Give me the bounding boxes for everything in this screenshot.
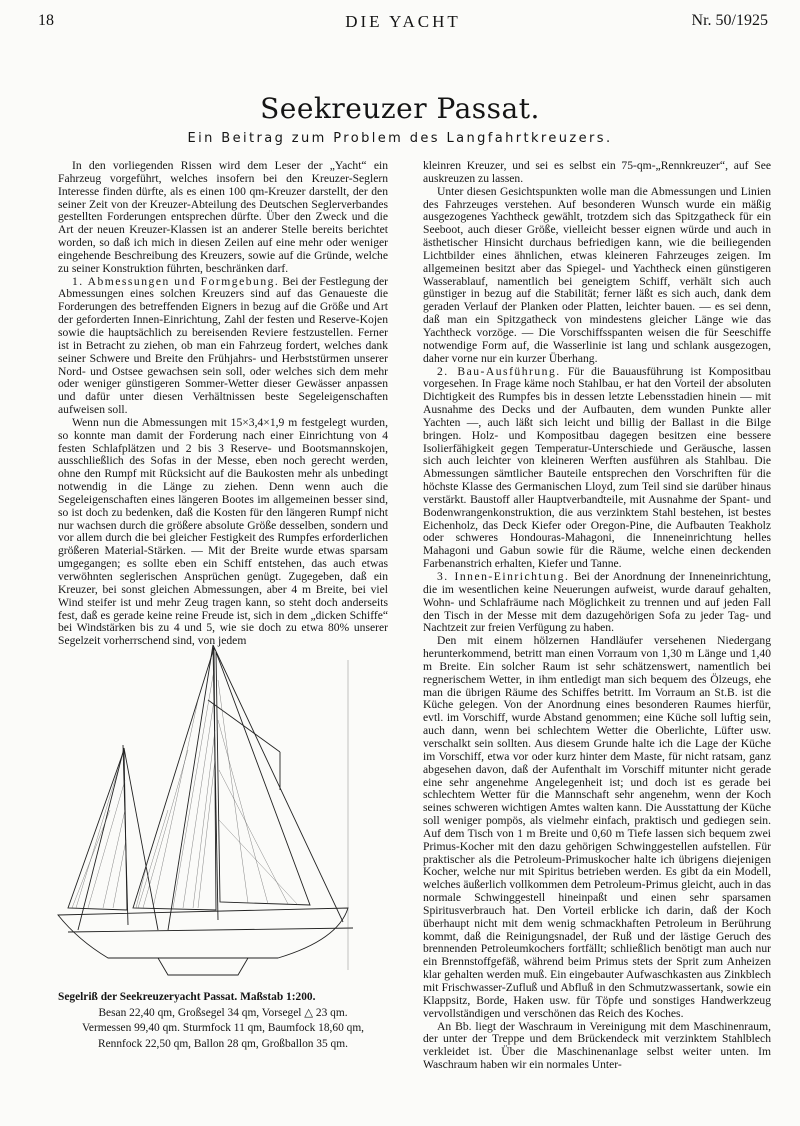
issue-number: Nr. 50/1925 <box>691 12 768 29</box>
sail-plan-drawing <box>48 640 388 985</box>
caption-line: Rennfock 22,50 qm, Ballon 28 qm, Großballon 35 qm. <box>98 1037 348 1050</box>
article-subtitle: Ein Beitrag zum Problem des Langfahrtkreuzers. <box>187 131 613 146</box>
section-heading: 3. Innen-Einrichtung. <box>437 570 570 583</box>
sail-plan-svg <box>48 640 388 985</box>
paragraph: 1. Abmessungen und Formgebung. Bei der Festlegung der Abmessungen eines solchen Kreuzers sind auf das Genaueste die Forderungen des betreffenden Eigners in bezug auf die Größe und Art der geforderten Innen-Einrichtung, Zahl der festen und Reserve-Kojen sowie die hauptsächlich zu bereisenden Reviere festzustellen. Ferner ist in Betracht zu ziehen, ob man ein Fahrzeug fordert, welches dank seiner Schwere und Breite den Frühjahrs- und Herbststürmen unserer Nord- und Ostsee gewachsen sein soll, oder welches sich dem mehr oder weniger günstigeren Sommer-Wetter dieser Gewässer anpassen und dafür unter diesen Verhältnissen beste Segeleigenschaften aufweisen soll. <box>58 274 388 417</box>
right-column <box>423 160 771 1072</box>
caption-title: Segelriß der Seekreuzeryacht Passat. <box>58 991 238 1003</box>
paragraph: Unter diesen Gesichtspunkten wolle man die Abmessungen und Linien des Fahrzeuges verstehen. Auf besonderen Wunsch wurde ein mäßig ausgezogenes Yachtheck gewählt, trotzdem sich das Spitzgatheck für ein Seeboot, auch dieser Größe, vielleicht besser eignen würde und auch in ästhetischer Hinsicht durchaus befriedigen kann, wie die beiliegenden Lichtbilder eines ähnlichen, etwas kleineren Fahrzeuges zeigen. Im allgemeinen besitzt aber das Spiegel- und Yachtheck einen günstigeren Wasserablauf, namentlich bei geneigtem Schiff, verhält sich auch günstiger in bezug auf die Stabilität; ferner läßt es sich auch, dank dem geraden Verlauf der Planken oder Platten, leichter bauen. — es sei denn, daß man ein Spitzgatheck von mindestens gleicher Länge wie das Yachtheck vorzöge. — Die Vorschiffsspanten weisen die für Seeschiffe notwendige Form auf, die Wasserlinie ist lang und schlank ausgezogen, daher vorne nur ein kurzer Überhang. <box>423 184 771 365</box>
paragraph: In den vorliegenden Rissen wird dem Leser der „Yacht“ ein Fahrzeug vorgeführt, welches insofern bei den Kreuzer-Seglern Interesse finden dürfte, als es einen 100 qm-Kreuzer darstellt, der den seiner Zeit von der Kreuzer-Abteilung des Deutschen Seglerverbandes gestellten Forderungen entsprechen dürfte. Über den Zweck und die Art der neuen Kreuzer-Klassen ist an anderer Stelle bereits berichtet worden, so daß ich mich in diesen Zeilen auf eine mehr oder weniger eingehende Beschreibung des Kreuzers, sowie auf die Gründe, welche zu seiner Konstruktion führten, beschränken darf. <box>58 159 388 275</box>
paragraph: An Bb. liegt der Waschraum in Vereinigung mit dem Maschinenraum, der unter der Treppe und dem Brückendeck mit verzinktem Stahlblech verkleidet ist. Über die Maschinenanlage selbst weiter unten. Im Waschraum haben wir ein normales Unter- <box>423 1019 771 1072</box>
paragraph: Wenn nun die Abmessungen mit 15×3,4×1,9 m festgelegt wurden, so konnte man damit der Forderung nach einer Einrichtung von 4 festen Schlafplätzen und 2 bis 3 Reserve- und Bootsmannskojen, ausschließlich des Sofas in der Messe, eben noch gerecht werden, ohne den Rumpf mit Rücksicht auf die Baukosten mehr als unbedingt notwendig in die Länge zu ziehen. Denn wenn auch die Segeleigenschaften eines längeren Bootes im allgemeinen besser sind, so ist doch zu bedenken, daß die Kosten für den längeren Rumpf nicht nur wachsen durch die größere absolute Größe desselben, sondern und vor allem durch die bei gleicher Festigkeit des Rumpfes erforderlichen größeren Material-Stärken. — Mit der Breite wurde etwas sparsam umgegangen; es sollte eben ein Schiff entstehen, das auch etwas verwöhnten seglerischen Ansprüchen genügt. Zugegeben, daß ein Kreuzer, bei sonst gleichen Abmessungen, aber 4 m Breite, bei viel Wind steifer ist und mehr Zeug tragen kann, so steht doch anderseits fest, daß es gerade keine reine Freude ist, sich in dem „dicken Schiffe“ bei Windstärken bis zu 4 und 5, wie sie doch zu etwa 80% unserer Segelzeit vorherrschend sind, von jedem <box>58 415 388 648</box>
paragraph: Den mit einem hölzernen Handläufer versehenen Niedergang herunterkommend, betritt man einen Vorraum von 1,30 m Länge und 1,40 m Breite. Ein solcher Raum ist sehr schätzenswert, namentlich bei regnerischem Wetter, in ihm entledigt man sich bequem des Ölzeugs, ehe man die übrigen Räume des Schiffes betritt. Im Vorraum an St.B. ist die Küche gelegen. Von der Anordnung eines besonderen Raumes hierfür, evtl. im Vorschiff, wurde Abstand genommen; eine Küche soll luftig sein, auch dann, wenn bei schlechtem Wetter die Oberlichte, Lüfter usw. verschalkt sein sollten. Aus diesem Grunde halte ich die Lage der Küche im Vorschiff, etwa vor oder kurz hinter dem Maste, für nicht ratsam, ganz abgesehen davon, daß der Aufenthalt im Vorschiff mitunter nicht gerade eine sehr angenehme Angelegenheit ist; und doch ist es gerade bei schlechtem Wetter für die Mannschaft sehr angenehm, wenn der Koch seines schweren wichtigen Amtes walten kann. Die Ausstattung der Küche soll weniger pompös, als vielmehr einfach, praktisch und gediegen sein. Auf dem Tisch von 1 m Breite und 0,60 m Tiefe lassen sich bequem zwei Primus-Kocher mit den dazu gehörigen Schwinggestellen aufstellen. Für praktischer als die Petroleum-Primuskocher halte ich übrigens diejenigen Kocher, welche nur mit Spiritus betrieben werden. Es gibt da ein Modell, welches äußerlich vollkommen dem Petroleum-Primus gleicht, auch in das normale Schwinggestell hineinpaßt und einen sehr sparsamen Spiritusverbrauch hat. Den Vorteil erblicke ich darin, daß der Koch überhaupt nicht mit dem wenig schmackhaften Petroleum in Berührung kommt, daß die Reinigungsnadel, der Ruß und der lästige Geruch des brennenden Petroleumkochers fortfällt; schließlich benötigt man auch nur ein Brennstoffgefäß, während beim Primus stets der Sprit zum Anheizen klar gehalten werden muß. Ein eingebauter Aufwaschkasten aus Zinkblech mit Frischwasser-Zufluß und Abfluß in den Schmutzwassertank, sowie ein Klappsitz, Borde, Haken usw. für Töpfe und sonstiges Handwerkzeug vervollständigen und verschönen das Reich des Koches. <box>423 634 771 1020</box>
section-heading: 1. Abmessungen und Formgebung. <box>72 274 280 288</box>
caption-scale: Maßstab 1:200. <box>240 991 316 1003</box>
paragraph: 3. Innen-Einrichtung. Bei der Anordnung der Inneneinrichtung, die im wesentlichen keine Neuerungen aufweist, wurde darauf gehalten, Wohn- und Schlafräume nach Möglichkeit zu trennen und auf jeden Fall den Tisch in der Messe mit dem dazugehörigen Sofa zu jeder Tag- und Nachtzeit zur freien Verfügung zu haben. <box>423 570 771 635</box>
left-column <box>58 160 388 648</box>
figure-caption <box>58 990 388 1052</box>
section-heading: 2. Bau-Ausführung. <box>437 364 561 378</box>
magazine-title: DIE YACHT <box>345 12 461 31</box>
paragraph: 2. Bau-Ausführung. Für die Bauausführung ist Kompositbau vorgesehen. In Frage käme noch Stahlbau, er hat den Vorteil der absoluten Dichtigkeit des Rumpfes bis in dessen letzte Lebensstadien hinein — mit Ausnahme des Decks und der Aufbauten, dem wunden Punkte aller Yachten —, auch läßt sich leicht und billig der Ballast in die Bilge bringen. Holz- und Kompositbau dagegen besitzen eine bessere Isolierfähigkeit gegen Temperatur-Unterschiede und Geräusche, lassen sich auch leichter von kleineren Werften ausführen als Stahlbau. Die Abmessungen sämtlicher Bauteile entsprechen den Vorschriften für die höchste Klasse des Germanischen Lloyd, zum Teil sind sie darüber hinaus verstärkt. Baustoff aller Hauptverbandteile, mit Ausnahme der Spant- und Bodenwrangenkonstruktion, die aus verzinktem Stahl bestehen, ist bestes Eichenholz, das Deck Kiefer oder Oregon-Pine, die Aufbauten Teakholz oder schweres Hondouras-Mahagoni, die Inneneinrichtung helles Mahagoni und Gabun sowie für die Räume, welche einen deckenden Farbenanstrich erhalten, Kiefer und Tanne. <box>423 364 771 571</box>
running-header <box>38 12 768 34</box>
page-number: 18 <box>38 12 54 29</box>
paragraph: kleinren Kreuzer, und sei es selbst ein 75-qm-„Rennkreuzer“, auf See auskreuzen zu lassen. <box>423 159 771 185</box>
article-title: Seekreuzer Passat. <box>260 92 540 125</box>
caption-line: Vermessen 99,40 qm. Sturmfock 11 qm, Baumfock 18,60 qm, <box>81 1022 365 1034</box>
caption-line: Besan 22,40 qm, Großsegel 34 qm, Vorsegel △ 23 qm. <box>98 1006 348 1019</box>
